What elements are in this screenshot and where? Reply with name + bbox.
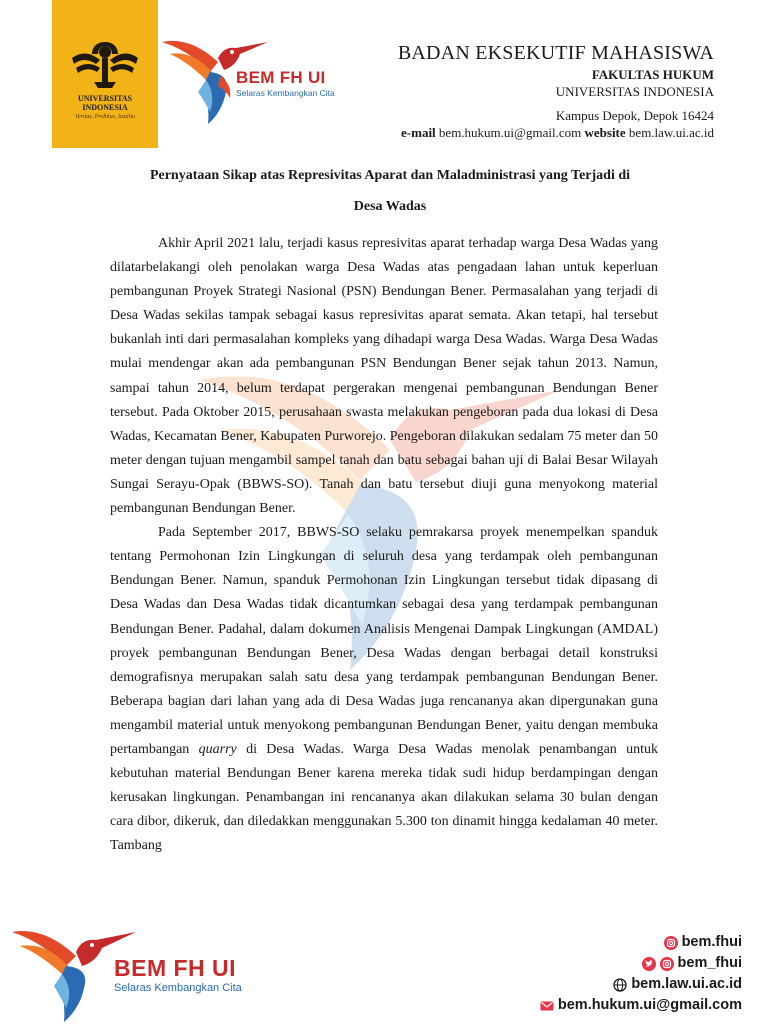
website-label: website <box>584 125 626 140</box>
university-logo <box>52 0 158 148</box>
social-links <box>540 932 742 1016</box>
university-seal-icon <box>66 38 144 90</box>
website-link[interactable] <box>540 974 742 995</box>
paragraph-2-part-a: Pada September 2017, BBWS-SO selaku pemrakarsa proyek menempelkan spanduk tentang Permohonan Izin Lingkungan di seluruh desa yang terdampak oleh pembangunan Bendungan Bener. Namun, spanduk Permohonan Izin Lingkungan tersebut tidak dipasang di Desa Wadas dan Desa Wadas tidak dicantumkan sebagai desa yang terdampak pembangunan Bendungan Bener. Padahal, dalam dokumen Analisis Mengenai Dampak Lingkungan (AMDAL) proyek pembangunan Bendungan Bener, Desa Wadas dengan berbagai detail konstruksi demografisnya merupakan salah satu desa yang terdampak pembangunan Bendungan Bener. Beberapa bagian dari lahan yang ada di Desa Wadas juga rencananya akan dipergunakan guna mengambil material untuk menyokong pembangunan Bendungan Bener, yaitu dengan membuka pertambangan <box>110 525 658 757</box>
footer-website: bem.law.ui.ac.id <box>631 976 742 992</box>
email-address[interactable]: bem.hukum.ui@gmail.com <box>438 125 582 140</box>
paragraph-1: Akhir April 2021 lalu, terjadi kasus represivitas aparat terhadap warga Desa Wadas yang dilatarbelakangi oleh penolakan warga Desa Wadas atas pengadaan lahan untuk keperluan pembangunan Proyek Strategi Nasional (PSN) Bendungan Bener. Permasalahan yang terjadi di Desa Wadas sekilas tampak sebagai kasus represivitas aparat semata. Akan tetapi, hal tersebut bukanlah inti dari permasalahan kompleks yang dihadapi warga Desa Wadas. Warga Desa Wadas mulai mendengar akan ada pembangunan PSN Bendungan Bener sejak tahun 2013. Namun, sampai tahun 2014, belum terdapat pergerakan mengenai pembangunan Bendungan Bener tersebut. Pada Oktober 2015, perusahaan swasta melakukan pengeboran pada dua lokasi di Desa Wadas, Kecamatan Bener, Kabupaten Purworejo. Pengeboran dilakukan sedalam 75 meter dan 50 meter dengan tujuan mengambil sampel tanah dan batu sebagai bahan uji di Balai Besar Wilayah Sungai Serayu-Opak (BBWS-SO). Tanah dan batu tersebut diuji guna menyokong material pembangunan Bendungan Bener. <box>110 236 659 517</box>
letterhead <box>398 40 714 141</box>
university-name-line1: UNIVERSITAS <box>77 94 133 103</box>
instagram-icon-secondary <box>660 957 674 971</box>
twitter-handle: bem_fhui <box>677 955 742 971</box>
globe-icon <box>613 978 627 992</box>
twitter-icon <box>642 957 656 971</box>
university-motto: Veritas, Probitas, Iustitia <box>74 114 136 120</box>
instagram-link[interactable] <box>540 932 742 953</box>
email-label: e-mail <box>401 125 436 140</box>
website-address[interactable]: bem.law.ui.ac.id <box>628 125 714 140</box>
document-title-line1: Pernyataan Sikap atas Represivitas Aparat dan Maladministrasi yang Terjadi di <box>149 168 631 183</box>
footer-logo-title: BEM FH UI <box>114 955 237 981</box>
instagram-icon <box>664 936 678 950</box>
org-name: BADAN EKSEKUTIF MAHASISWA <box>397 42 714 64</box>
email-link[interactable] <box>540 995 742 1016</box>
paragraph-2-italic-term: quarry <box>198 741 237 757</box>
bem-logo-title: BEM FH UI <box>236 68 326 87</box>
address: Kampus Depok, Depok 16424 <box>555 108 714 123</box>
faculty-name: FAKULTAS HUKUM <box>591 67 714 82</box>
university-name-line2: INDONESIA <box>82 103 128 112</box>
university-name: UNIVERSITAS INDONESIA <box>555 84 714 99</box>
paragraph-2 <box>110 521 658 858</box>
mail-icon <box>540 999 554 1013</box>
instagram-handle: bem.fhui <box>681 934 742 950</box>
contact-line <box>398 124 714 141</box>
twitter-link[interactable] <box>540 953 742 974</box>
bem-logo-tagline: Selaras Kembangkan Cita <box>236 88 335 98</box>
footer-logo-tagline: Selaras Kembangkan Cita <box>114 982 242 994</box>
document-title-line2: Desa Wadas <box>353 199 427 214</box>
paragraph-2-part-b: di Desa Wadas. Warga Desa Wadas menolak penambangan untuk kebutuhan material Bendungan Bener karena mereka tidak sudi hidup berdampingan dengan kerusakan lingkungan. Penambangan ini rencananya akan dilakukan selama 30 bulan dengan cara dibor, dikeruk, dan diledakkan menggunakan 5.300 ton dinamit hingga kedalaman 40 meter. Tambang <box>110 741 659 854</box>
document-title <box>110 160 670 222</box>
document-body <box>110 232 658 858</box>
footer-email: bem.hukum.ui@gmail.com <box>557 997 742 1013</box>
